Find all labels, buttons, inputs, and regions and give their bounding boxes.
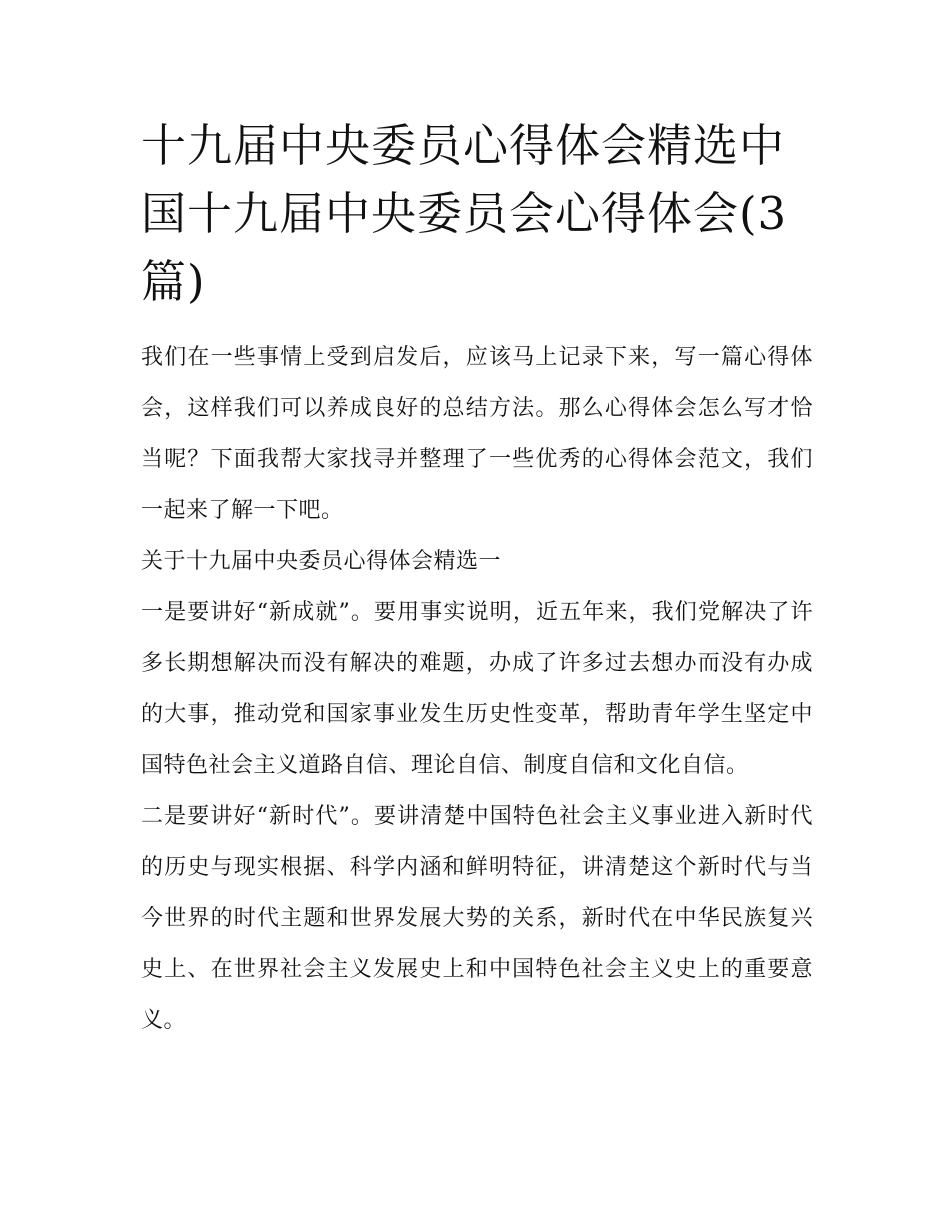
section-heading: 关于十九届中央委员心得体会精选一 [141,549,502,574]
intro-paragraph: 我们在一些事情上受到启发后，应该马上记录下来，写一篇心得体会，这样我们可以养成良好的总结方法。那么心得体会怎么写才恰当呢？下面我帮大家找寻并整理了一些优秀的心得体会范文，我们一起来了解一下吧。 [141,345,813,523]
document-body [141,332,813,1046]
document-page [141,112,813,1046]
paragraph-new-era: 二是要讲好“新时代”。要讲清楚中国特色社会主义事业进入新时代的历史与现实根据、科学内涵和鲜明特征，讲清楚这个新时代与当今世界的时代主题和世界发展大势的关系，新时代在中华民族复兴史上、在世界社会主义发展史上和中国特色社会主义史上的重要意义。 [141,804,813,1033]
paragraph-new-achievements: 一是要讲好“新成就”。要用事实说明，近五年来，我们党解决了许多长期想解决而没有解决的难题，办成了许多过去想办而没有办成的大事，推动党和国家事业发生历史性变革，帮助青年学生坚定中国特色社会主义道路自信、理论自信、制度自信和文化自信。 [141,600,813,778]
document-title: 十九届中央委员心得体会精选中国十九届中央委员会心得体会(3篇) [141,119,788,308]
